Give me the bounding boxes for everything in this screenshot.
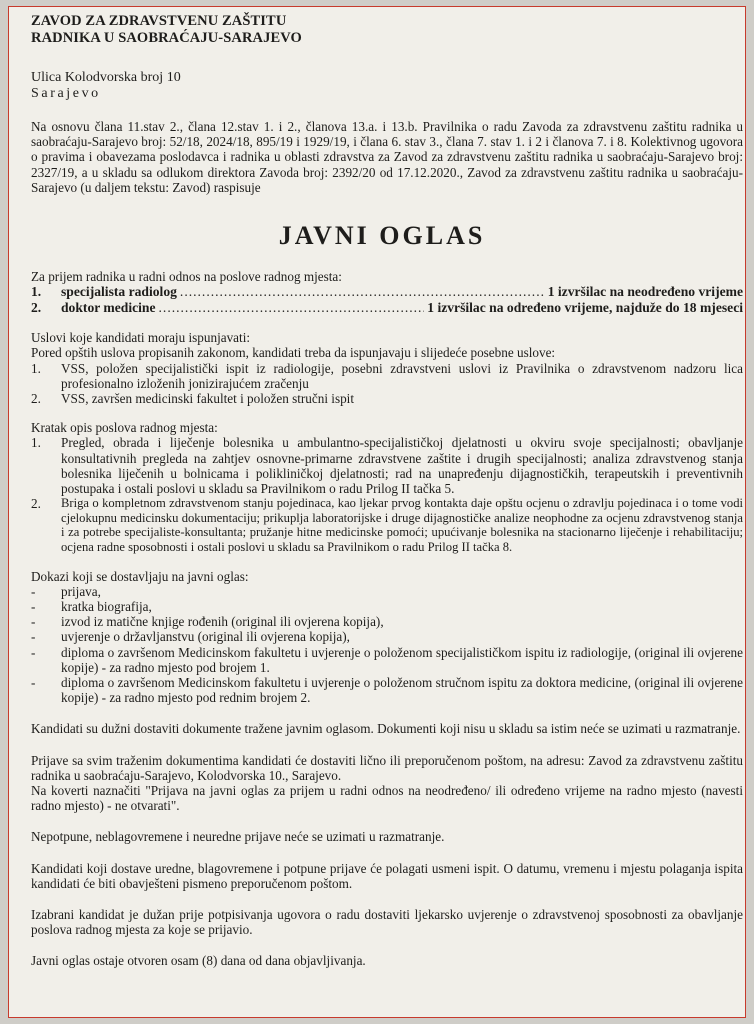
item-number: 2. xyxy=(31,496,41,512)
position-name: doktor medicine xyxy=(61,300,156,316)
conditions-heading: Uslovi koje kandidati moraju ispunjavati: xyxy=(31,330,251,346)
conditions-list xyxy=(31,361,743,407)
position-number: 1. xyxy=(31,284,42,300)
submission-paragraph xyxy=(31,753,743,814)
submission-address-text: Prijave sa svim traženim dokumentima kandidati će dostaviti lično ili preporučenom poštom, na adresu: Zavod za zdravstvenu zaštitu radnika u saobraćaju-Sarajevo, Kolodvorska 10., Sarajevo. xyxy=(31,752,743,783)
conditions-subheading: Pored opštih uslova propisanih zakonom, kandidati treba da ispunjavaju i slijedeće posebne uslove: xyxy=(31,345,556,361)
job-announcement-document xyxy=(8,6,746,1018)
item-text: Pregled, obrada i liječenje bolesnika u ambulantno-specijalističkoj djelatnosti u okviru svoje specijalnosti; obavljanje konsultativnih pregleda na zahtjev osnovne-primarne zdravstvene zaštite i drugih specijalnosti; analiza zdravstvenog stanja bolesnika liječenih u bolnicama i polikliničkoj djelatnosti; rad na unapređenju dijagnostičkih, terapeutskih i preventivnih postupaka i ostali poslovi u skladu sa Pravilnikom o radu Prilog II tačka 5. xyxy=(61,435,743,497)
envelope-note-text: Na koverti naznačiti "Prijava na javni oglas za prijem u radni odnos na neodređeno/ ili određeno vrijeme na radno mjesto (navesti radno mjesto) - ne otvarati". xyxy=(31,783,743,814)
deadline-paragraph: Javni oglas ostaje otvoren osam (8) dana od dana objavljivanja. xyxy=(31,953,366,969)
documents-requirement-paragraph: Kandidati su dužni dostaviti dokumente tražene javnim oglasom. Dokumenti koji nisu u skladu sa istim neće se uzimati u razmatranje. xyxy=(31,721,741,737)
item-text: diploma o završenom Medicinskom fakultetu i uvjerenje o položenom stručnom ispitu za doktora medicine, (original ili ovjerene kopije) - za radno mjesto pod rednim brojem 2. xyxy=(61,675,743,706)
item-text: izvod iz matične knjige rođenih (original ili ovjerena kopija), xyxy=(61,614,384,630)
institution-header xyxy=(31,13,743,47)
incomplete-applications-paragraph: Nepotpune, neblagovremene i neuredne prijave neće se uzimati u razmatranje. xyxy=(31,829,445,845)
address-city: Sarajevo xyxy=(31,86,101,101)
item-bullet: - xyxy=(31,583,36,599)
document-title: JAVNI OGLAS xyxy=(278,221,486,251)
institution-address xyxy=(31,70,743,102)
list-item xyxy=(31,629,743,644)
list-item xyxy=(31,675,743,705)
item-text: prijava, xyxy=(61,583,101,599)
item-number: 1. xyxy=(31,360,41,376)
item-text: uvjerenje o državljanstvu (original ili ovjerena kopija), xyxy=(61,629,350,645)
item-bullet: - xyxy=(31,644,36,660)
position-row xyxy=(31,284,743,300)
list-item xyxy=(31,496,743,554)
list-item xyxy=(31,361,743,391)
position-number: 2. xyxy=(31,300,42,316)
position-headcount: 1 izvršilac na neodređeno vrijeme xyxy=(547,284,743,300)
item-text: diploma o završenom Medicinskom fakultetu i uvjerenje o položenom specijalističkom ispitu iz radiologije, (original ili ovjerene kopije) - za radno mjesto pod brojem 1. xyxy=(61,644,743,675)
list-item xyxy=(31,614,743,629)
description-heading: Kratak opis poslova radnog mjesta: xyxy=(31,420,218,436)
item-bullet: - xyxy=(31,614,36,630)
job-description-section xyxy=(31,420,743,554)
exam-paragraph: Kandidati koji dostave uredne, blagovremene i potpune prijave će polagati usmeni ispit. O datumu, vremenu i mjestu polaganja ispita kandidati će biti obavješteni pismeno preporučenom poštom. xyxy=(31,860,743,891)
dot-leader xyxy=(180,284,545,300)
item-number: 2. xyxy=(31,391,41,407)
institution-name-line1: ZAVOD ZA ZDRAVSTVENU ZAŠTITU xyxy=(31,13,287,29)
item-text: VSS, završen medicinski fakultet i položen stručni ispit xyxy=(61,391,355,407)
document-body xyxy=(31,13,743,969)
list-item xyxy=(31,391,743,406)
list-item xyxy=(31,599,743,614)
position-row xyxy=(31,300,743,316)
documents-section xyxy=(31,569,743,706)
list-item xyxy=(31,584,743,599)
address-street: Ulica Kolodvorska broj 10 xyxy=(31,70,181,85)
documents-list xyxy=(31,584,743,706)
list-item xyxy=(31,435,743,496)
position-name: specijalista radiolog xyxy=(61,284,177,300)
position-headcount: 1 izvršilac na određeno vrijeme, najduže do 18 mjeseci xyxy=(427,300,743,316)
positions-intro: Za prijem radnika u radni odnos na poslove radnog mjesta: xyxy=(31,269,342,285)
conditions-section xyxy=(31,330,743,406)
item-text: kratka biografija, xyxy=(61,599,152,615)
list-item xyxy=(31,645,743,675)
medical-certificate-paragraph: Izabrani kandidat je dužan prije potpisivanja ugovora o radu dostaviti ljekarsko uvjerenje o zdravstvenoj sposobnosti za obavljanje poslova radnog mjesta za koje se prijavio. xyxy=(31,907,743,938)
item-bullet: - xyxy=(31,599,36,615)
item-number: 1. xyxy=(31,435,41,451)
item-bullet: - xyxy=(31,629,36,645)
description-list xyxy=(31,435,743,554)
item-text: Briga o kompletnom zdravstvenom stanju pojedinaca, kao ljekar prvog kontakta daje opštu ocjenu o zdravlju pojedinaca i o tome vodi cjelokupnu medicinsku dokumentaciju; prikuplja laboratorijske i druge dijagnostičke analize neophodne za ocjenu zdravstvenog stanja i za potrebe specijaliste-konsultanta; pružanje hitne medicinske pomoći; upućivanje bolesnika na stacionarno liječenje i rehabilitaciju; ocjena radne sposobnosti i ostali poslovi u skladu sa Pravilnikom o radu Prilog II tačka 8. xyxy=(61,496,743,555)
documents-heading: Dokazi koji se dostavljaju na javni oglas: xyxy=(31,568,249,584)
institution-name-line2: RADNIKA U SAOBRAĆAJU-SARAJEVO xyxy=(31,30,302,46)
item-bullet: - xyxy=(31,675,36,691)
item-text: VSS, položen specijalistički ispit iz radiologije, posebni zdravstveni uslovi iz Pravilnika o zdravstvenom nadzoru lica profesionalno izloženih jonizirajućem zračenju xyxy=(61,360,743,391)
legal-basis-paragraph: Na osnovu člana 11.stav 2., člana 12.stav 1. i 2., članova 13.a. i 13.b. Pravilnika o radu Zavoda za zdravstvenu zaštitu radnika u saobraćaju-Sarajevo broj: 52/18, 2024/18, 895/19 i 1929/19, i člana 6. stav 3., člana 7. stav 1. i 2 i članova 7. i 8. Kolektivnog ugovora o pravima i obavezama poslodavca i radnika u oblasti zdravstva za Zavod za zdravstvenu zaštitu radnika u saobraćaju-Sarajevo broj: 2327/19, a u skladu sa odlukom direktora Zavoda broj: 2392/20 od 17.12.2020., Zavod za zdravstvenu zaštitu radnika u saobraćaju-Sarajevo (u daljem tekstu: Zavod) raspisuje xyxy=(31,119,743,195)
dot-leader xyxy=(159,300,425,316)
